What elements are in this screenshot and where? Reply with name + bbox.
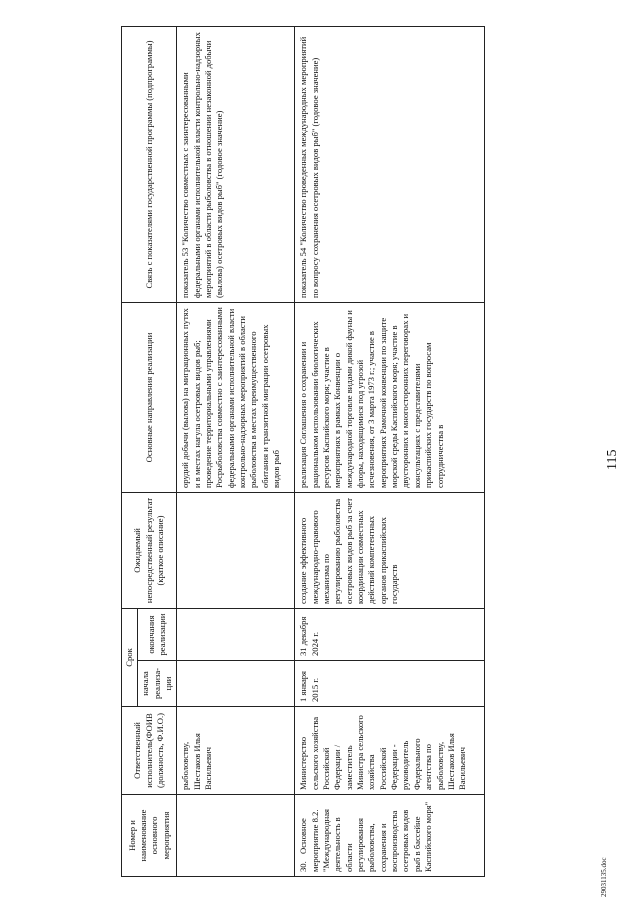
row-number: 30.	[298, 861, 309, 872]
cell-end	[177, 608, 295, 660]
cell-executor: рыболовству, Шестаков Илья Васильевич	[177, 707, 295, 795]
row-name-text: Основное мероприятие 8.2. "Международная деятельность в области регулирования рыболовства, сохранения и воспроизводства осетровых видов рыб в бассейне Каспийского моря"	[298, 801, 434, 872]
header-srok: Срок	[122, 608, 138, 706]
header-result: Ожидаемый непосредственный результат (краткое описание)	[122, 492, 177, 608]
header-end: окончания реализации	[138, 608, 177, 660]
cell-start	[177, 661, 295, 707]
cell-indicators: показатель 53 "Количество совместных с заинтересованными федеральными органами исполнительной власти контрольно-надзорных мероприятий в области рыболовства в отношении незаконной добычи (вылова) осетровых видов рыб" (годовое значение)	[177, 26, 295, 302]
table-row	[177, 26, 295, 876]
header-row	[122, 26, 138, 876]
page-number: 115	[605, 449, 620, 470]
cell-executor: Министерство сельского хозяйства Российской Федерации / заместитель Министра сельского хозяйства Российской Федерации - руководитель Федерального агентства по рыболовству, Шестаков Илья Васильевич	[295, 707, 485, 795]
program-table	[121, 26, 485, 877]
header-indicators: Связь с показателями государственной программы (подпрограммы)	[122, 26, 177, 302]
cell-name	[177, 795, 295, 877]
cell-start: 1 января 2015 г.	[295, 661, 485, 707]
table-row	[295, 26, 485, 876]
header-start: начала реализа-ции	[138, 661, 177, 707]
cell-directions: реализация Соглашения о сохранении и рациональном использовании биологических ресурсов Каспийского моря; участие в мероприятиях в рамках Конвенции о международной торговле видами дикой фауны и флоры, находящимися под угрозой исчезновения, от 3 марта 1973 г.; участие в мероприятиях Рамочной конвенции по защите морской среды Каспийского моря; участие в двусторонних и многосторонних переговорах и консультациях с представителями прикаспийских государств по вопросам сотрудничества в	[295, 302, 485, 492]
cell-result	[177, 492, 295, 608]
cell-name	[295, 795, 485, 877]
cell-directions: орудий добычи (вылова) на миграционных путях и в местах нагула осетровых видов рыб; проведение территориальными управлениями Росрыболовства совместно с заинтересованными федеральными органами исполнительной власти контрольно-надзорных мероприятий в области рыболовства в местах преимущественного обитания и транзитной миграции осетровых видов рыб	[177, 302, 295, 492]
cell-end: 31 декабря 2024 г.	[295, 608, 485, 660]
cell-indicators: показатель 54 "Количество проведенных международных мероприятий по вопросу сохранения осетровых видов рыб" (годовое значение)	[295, 26, 485, 302]
header-directions: Основные направления реализации	[122, 302, 177, 492]
header-number-name: Номер и наименование основного мероприятия	[122, 795, 177, 877]
document-code: 29031135.doc	[600, 857, 608, 897]
header-executor: Ответственный исполнитель(ФОИВ (должность, Ф.И.О.)	[122, 707, 177, 795]
cell-result: создание эффективного международно-правового механизма по регулированию рыболовства осетровых видов рыб за счет координации совместных действий компетентных органов прикаспийских государств	[295, 492, 485, 608]
